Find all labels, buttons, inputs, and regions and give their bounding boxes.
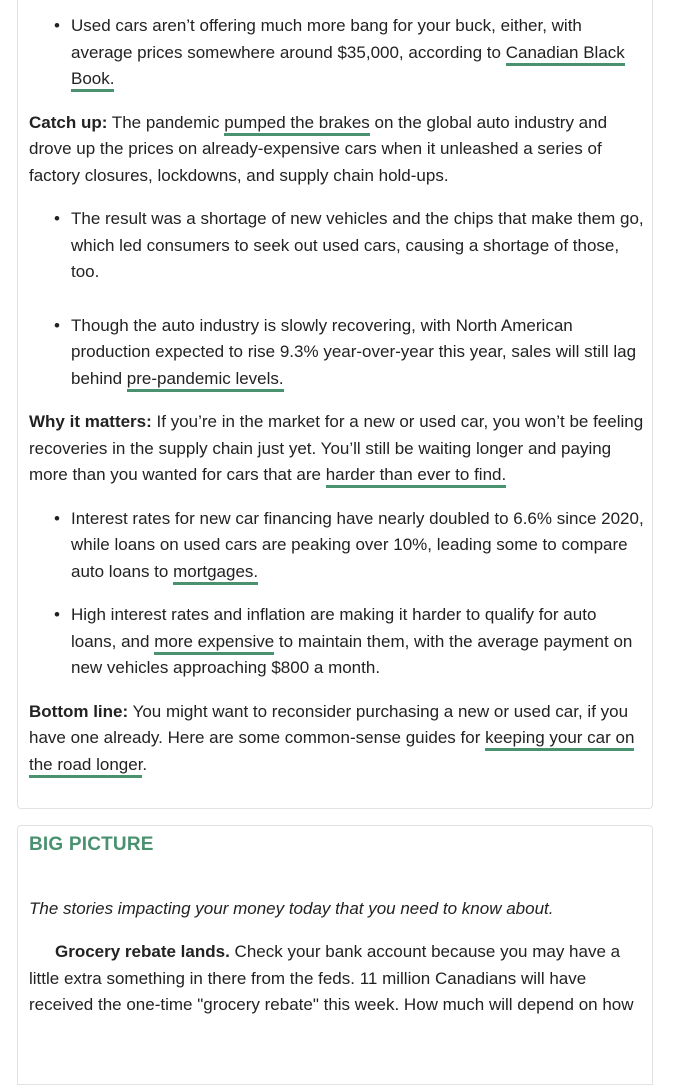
pre-pandemic-levels-link[interactable]: pre-pandemic levels. bbox=[127, 369, 284, 392]
why-it-matters-paragraph: Why it matters: If you’re in the market for a new or used car, you won’t be feeling recoveries in the supply chain just yet. You’ll still be waiting longer and paying more than you wanted for cars that are harder than ever to find. bbox=[29, 409, 644, 489]
story-headline: Grocery rebate lands. bbox=[55, 942, 230, 961]
bottom-line-label: Bottom line: bbox=[29, 701, 129, 721]
pumped-the-brakes-link[interactable]: pumped the brakes bbox=[224, 113, 370, 136]
bullet-used-prices: • Used cars aren’t offering much more bang for your buck, either, with average prices somewhere around $35,000, according to Canadian Black Book. bbox=[71, 13, 644, 93]
section-intro: The stories impacting your money today that you need to know about. bbox=[29, 898, 554, 918]
why-it-matters-list bbox=[29, 506, 644, 682]
bullet-recovery: • Though the auto industry is slowly recovering, with North American production expected to rise 9.3% year-over-year this year, sales will still lag behind pre-pandemic levels. bbox=[71, 313, 644, 393]
grocery-rebate-story: Grocery rebate lands. Check your bank account because you may have a little extra something in there from the feds. 11 million Canadians will have received the one-time "grocery rebate" this week. How much will depend on how bbox=[29, 942, 634, 1014]
mortgages-link[interactable]: mortgages. bbox=[173, 562, 258, 585]
big-picture-card bbox=[17, 825, 653, 1085]
catch-up-list bbox=[29, 206, 644, 392]
more-expensive-link[interactable]: more expensive bbox=[154, 632, 274, 655]
harder-than-ever-link[interactable]: harder than ever to find. bbox=[326, 465, 507, 488]
bullet-shortage: • The result was a shortage of new vehicles and the chips that make them go, which led consumers to seek out used cars, causing a shortage of those, too. bbox=[71, 206, 644, 286]
keeping-car-on-road-link[interactable]: keeping your car on the road longer bbox=[29, 728, 634, 778]
catch-up-paragraph: Catch up: The pandemic pumped the brakes on the global auto industry and drove up the prices on already-expensive cars when it unleashed a series of factory closures, lockdowns, and supply chain hold-ups. bbox=[29, 112, 608, 185]
big-picture-body bbox=[29, 832, 644, 1019]
section-title: BIG PICTURE bbox=[29, 834, 154, 855]
bullet-interest: • Interest rates for new car financing have nearly doubled to 6.6% since 2020, while loans on used cars are peaking over 10%, leading some to compare auto loans to mortgages. bbox=[71, 506, 644, 586]
catch-up-label: Catch up: bbox=[29, 112, 108, 132]
canadian-black-book-link[interactable]: Canadian Black Book. bbox=[71, 43, 625, 93]
used-prices-list bbox=[29, 13, 644, 93]
bullet-inflation: • High interest rates and inflation are making it harder to qualify for auto loans, and more expensive to maintain them, with the average payment on new vehicles approaching $800 a month. bbox=[71, 602, 644, 682]
bottom-line-paragraph: Bottom line: You might want to reconsider purchasing a new or used car, if you have one already. Here are some common-sense guides for keeping your car on the road longer. bbox=[29, 699, 644, 779]
article-body bbox=[29, 13, 644, 778]
article-card bbox=[17, 0, 653, 809]
why-it-matters-label: Why it matters: bbox=[29, 412, 152, 431]
